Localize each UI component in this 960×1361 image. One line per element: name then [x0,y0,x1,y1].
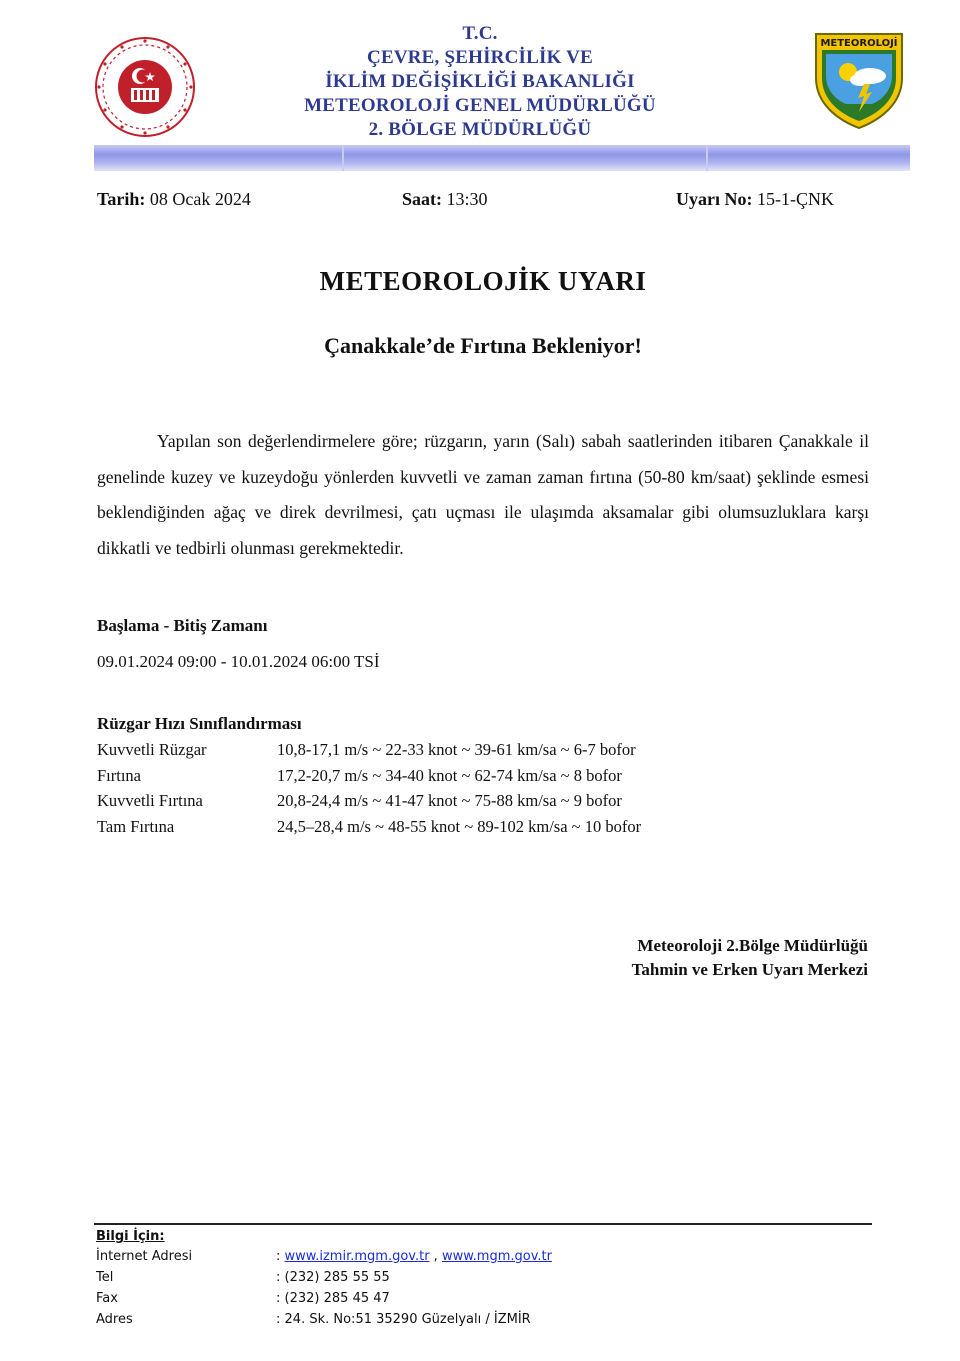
warning-number-label: Uyarı No: [676,189,753,209]
internet-label: İnternet Adresi [96,1249,193,1264]
document-title: METEOROLOJİK UYARI [319,266,647,296]
wind-class-name: Fırtına [97,766,141,785]
signature-line-1: Meteoroloji 2.Bölge Müdürlüğü [637,936,868,955]
wind-class-values: 17,2-20,7 m/s ~ 34-40 knot ~ 62-74 km/sa ~ 8 bofor [277,766,622,785]
wind-class-values: 24,5–28,4 m/s ~ 48-55 knot ~ 89-102 km/sa ~ 10 bofor [277,817,642,836]
wind-class-name: Tam Fırtına [97,817,175,836]
tel-number: (232) 285 55 55 [284,1270,390,1285]
wind-class-values: 10,8-17,1 m/s ~ 22-33 knot ~ 39-61 km/sa ~ 6-7 bofor [277,740,636,759]
address-value [276,1312,531,1327]
time-field [402,189,488,210]
colon: : [276,1291,281,1306]
warning-number-field [676,189,834,210]
wind-class-name: Kuvvetli Rüzgar [97,740,207,759]
header-line-tc: T.C. [462,23,498,44]
tel-label: Tel [96,1270,114,1285]
header-band-divider [706,145,708,171]
header-line-regional: 2. BÖLGE MÜDÜRLÜĞÜ [368,119,592,140]
internet-value [276,1249,552,1264]
link-separator: , [429,1249,442,1264]
wind-class-name: Kuvvetli Fırtına [97,791,203,810]
warning-body-text: Yapılan son değerlendirmelere göre; rüzgarın, yarın (Salı) sabah saatlerinden itibaren Çanakkale il genelinde kuzey ve kuzeydoğu yönlerden kuvvetli ve zaman zaman fırtına (50-80 km/saat) şeklinde esmesi beklendiğinden ağaç ve direk devrilmesi, çatı uçması ile ulaşımda aksamalar gibi olumsuzluklara karşı dikkatli ve tedbirli olunması gerekmektedir. [97,431,869,558]
fax-number: (232) 285 45 47 [284,1291,390,1306]
document-subtitle: Çanakkale’de Fırtına Bekleniyor! [324,333,642,358]
wind-class-title: Rüzgar Hızı Sınıflandırması [97,714,302,733]
period-value: 09.01.2024 09:00 - 10.01.2024 06:00 TSİ [97,652,380,671]
date-field [97,189,251,210]
colon: : [276,1249,281,1264]
colon: : [276,1312,281,1327]
tel-value [276,1270,390,1285]
signature-line-2: Tahmin ve Erken Uyarı Merkezi [631,960,868,979]
meteoroloji-logo [812,30,906,130]
date-value: 08 Ocak 2024 [149,189,251,209]
period-title: Başlama - Bitiş Zamanı [97,616,268,635]
address-text: 24. Sk. No:51 35290 Güzelyalı / İZMİR [284,1312,531,1327]
date-label: Tarih: [97,189,146,209]
footer-heading: Bilgi İçin: [96,1229,165,1244]
time-label: Saat: [402,189,442,209]
time-value: 13:30 [446,189,488,209]
warning-body [97,424,869,566]
address-label: Adres [96,1312,133,1327]
wind-class-values: 20,8-24,4 m/s ~ 41-47 knot ~ 75-88 km/sa ~ 9 bofor [277,791,622,810]
header-band-divider [342,145,344,171]
footer-divider [94,1223,872,1225]
fax-label: Fax [96,1291,118,1306]
mgm-link[interactable]: www.mgm.gov.tr [441,1249,552,1264]
izmir-mgm-link[interactable]: www.izmir.mgm.gov.tr [284,1249,430,1264]
header-band [94,145,910,171]
colon: : [276,1270,281,1285]
header-line-ministry-2: İKLİM DEĞİŞİKLİĞİ BAKANLIĞI [325,71,635,92]
warning-number-value: 15-1-ÇNK [756,189,834,209]
fax-value [276,1291,390,1306]
header-line-directorate: METEOROLOJİ GENEL MÜDÜRLÜĞÜ [304,95,656,116]
header-line-ministry-1: ÇEVRE, ŞEHİRCİLİK VE [367,47,593,68]
meteoroloji-logo-text: METEOROLOJİ [820,38,898,49]
